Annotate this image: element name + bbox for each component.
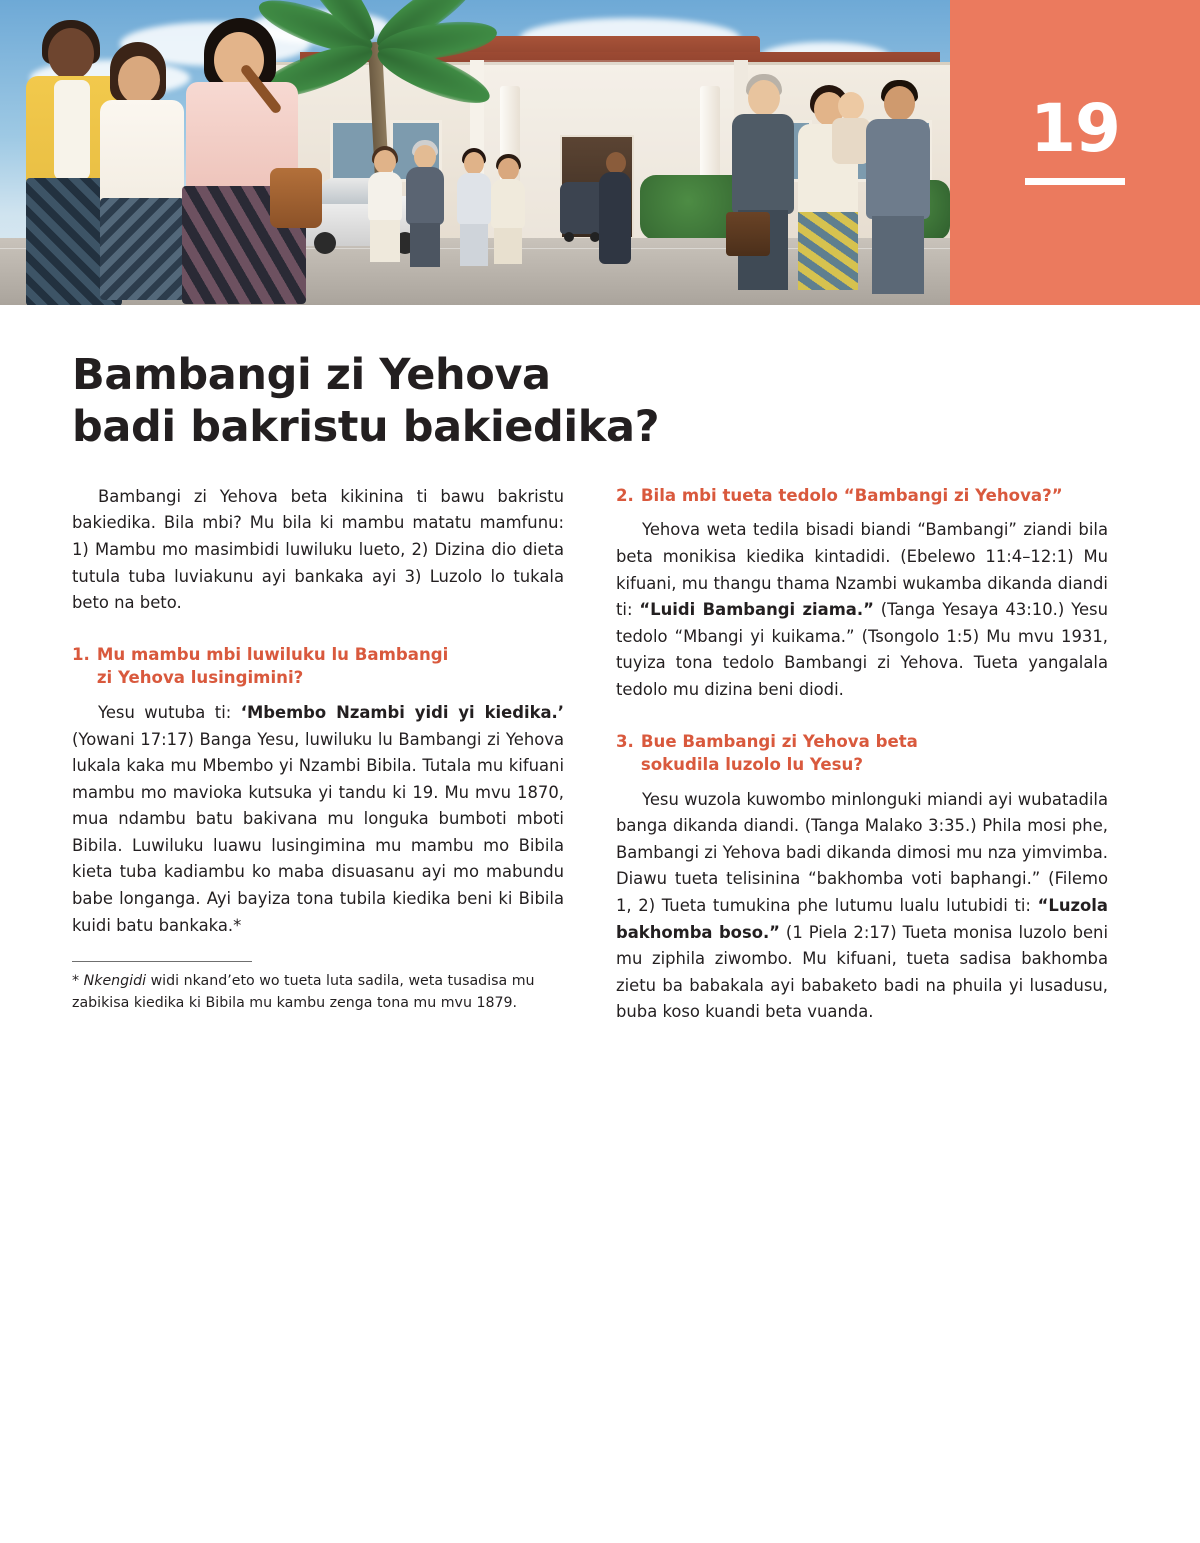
footnote-rest: widi nkand’eto wo tueta luta sadila, weta tusadisa mu zabikisa kiedika ki Bibila mu kambu zenga tona mu mvu 1879. [72, 973, 535, 1011]
question-2-number: 2. [616, 485, 634, 505]
person-figure [726, 80, 802, 290]
q3-part-2: (1 Piela 2:17) Tueta monisa luzolo beni mu ziphila ziwombo. Mu kifuani, tueta sadisa bakhomba zietu ba babakala ayi babaketo badi na phuila yi lusadusu, buba koso kuandi beta vuanda. [616, 922, 1109, 1022]
person-figure [860, 86, 938, 292]
head [118, 56, 160, 104]
head [748, 80, 780, 116]
question-3-heading-line-1: Bue Bambangi zi Yehova beta [640, 731, 918, 751]
torso [732, 114, 794, 214]
briefcase [726, 212, 770, 256]
question-1-number: 1. [72, 644, 90, 664]
column-right [616, 484, 1108, 1026]
page-title-line-2: badi bakristu bakiedika? [72, 402, 660, 453]
question-3-body [616, 787, 1108, 1026]
footnote-italic-term: Nkengidi [83, 973, 147, 990]
page-number: 19 [1030, 90, 1120, 167]
legs [410, 223, 440, 267]
head [498, 158, 519, 181]
skirt [100, 198, 184, 300]
footnote-text [72, 971, 564, 1014]
q1-part-2: (Yowani 17:17) Banga Yesu, luwiluku lu Bambangi zi Yehova lukala kaka mu Mbembo yi Nzambi Bibila. Tutala mu kifuani mambu mo mavioka kutsuka yi tandu ki 19. Mu mvu 1870, mua ndambu batu bakivana mu longuka bumboti mboti Bibila. Luwiluku luawu lusingimina mu mambu mo Bibila kieta tuba kadiambu ko maba disuasanu ayi mo mabundu babe longanga. Ayi bayiza tona tubila kiedika beni ki Bibila kuidi batu bankaka.* [72, 729, 564, 935]
legs [872, 216, 924, 294]
q1-part-1: ‘Mbembo Nzambi yidi yi kiedika.’ [240, 702, 564, 722]
hero-photo [0, 0, 950, 305]
footnote-divider [72, 961, 252, 962]
page-title-line-1: Bambangi zi Yehova [72, 350, 551, 400]
skirt [798, 212, 858, 290]
q3-part-1: “Luzola bakhomba boso.” [616, 895, 1108, 942]
intro-paragraph: Bambangi zi Yehova beta kikinina ti bawu bakristu bakiedika. Bila mbi? Mu bila ki mambu matatu mamfunu: 1) Mambu mo masimbidi luwiluku lueto, 2) Dizina dio dieta tutula tuba luviakunu ayi bankaka ayi 3) Luzolo lo tukala beto na beto. [72, 486, 564, 613]
person-figure [486, 158, 532, 263]
head [374, 150, 396, 174]
legs [494, 228, 522, 264]
head [606, 152, 626, 174]
page-number-badge [950, 0, 1200, 305]
blouse [54, 80, 90, 180]
torso [406, 167, 444, 225]
question-2-body [616, 517, 1108, 703]
q2-part-1: “Luidi Bambangi ziama.” [639, 600, 874, 620]
badge-rule [1025, 178, 1125, 185]
q2-part-2: (Tanga Yesaya 43:10.) Yesu tedolo “Mbangi yi kuikama.” (Tsongolo 1:5) Mu mvu 1931, tuyiza tona tedolo Bambangi zi Yehova. Tueta yangalala tedolo mu dizina beni diodi. [616, 600, 1108, 699]
question-1-text [97, 643, 564, 690]
question-2-text: Bila mbi tueta tedolo “Bambangi zi Yehova?” [640, 485, 1063, 505]
legs [460, 224, 488, 266]
question-3-heading-line-2: sokudila luzolo lu Yesu? [640, 755, 863, 775]
question-2-heading [616, 484, 1108, 508]
footnote-block [72, 961, 564, 1014]
q1-part-0: Yesu wutuba ti: [98, 702, 241, 722]
q2-part-0: Yehova weta tedila bisadi biandi “Bambangi” ziandi bila beta monikisa kiedika kintadidi. (Ebelewo 11:4–12:1) Mu kifuani, mu thangu thama Nzambi wukamba dikanda diandi ti: [616, 520, 1108, 620]
torso [599, 172, 631, 264]
person-figure [92, 48, 192, 298]
person-figure [400, 145, 452, 263]
question-1-heading-line-2: zi Yehova lusingimini? [96, 668, 304, 688]
torso [491, 179, 525, 229]
head [414, 145, 436, 169]
question-3-text [641, 730, 1108, 777]
footnote-marker: * [72, 973, 80, 990]
hero-banner [0, 0, 1200, 305]
question-3-number: 3. [616, 731, 634, 751]
head [884, 86, 915, 121]
head [48, 28, 94, 80]
question-3-heading [616, 730, 1108, 777]
column-left [72, 484, 564, 1026]
person-figure [178, 18, 318, 303]
question-1-body [72, 700, 564, 939]
person-figure [596, 152, 636, 264]
legs [370, 220, 400, 262]
q3-part-0: Yesu wuzola kuwombo minlonguki miandi ayi wubatadila banga dikanda diandi. (Tanga Malako 3:35.) Phila mosi phe, Bambangi zi Yehova badi dikanda dimosi mu nza yimvimba. Diawu tueta telisinina “bakhomba voti baphangi.” (Filemo 1, 2) Tueta tumukina phe lutumu lualu lutubidi ti: [616, 789, 1108, 915]
torso [866, 119, 930, 219]
question-1-heading [72, 643, 564, 690]
article-columns [0, 484, 1200, 1026]
shoulder-bag [270, 168, 322, 228]
head [464, 152, 484, 175]
question-1-heading-line-1: Mu mambu mbi luwiluku lu Bambangi [96, 644, 449, 664]
page-title [72, 349, 1052, 454]
torso [368, 172, 402, 222]
